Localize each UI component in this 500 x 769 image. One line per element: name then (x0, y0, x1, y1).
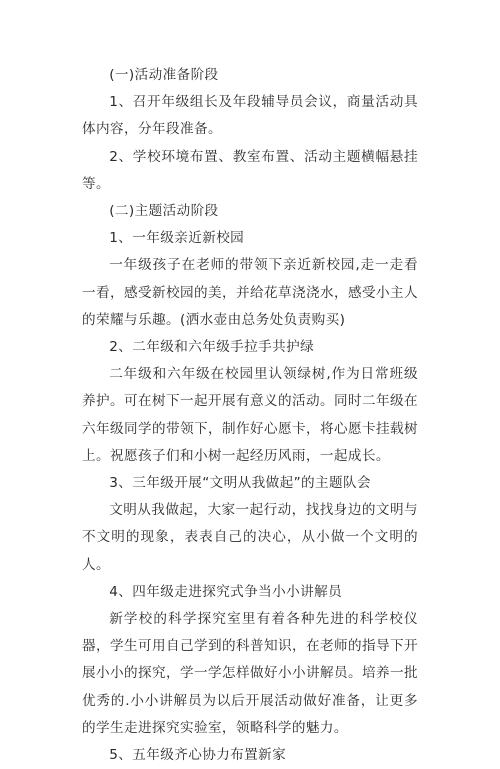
item-grade-four-heading: 4、四年级走进探究式争当小小讲解员 (109, 583, 343, 600)
item-meeting: 1、召开年级组长及年段辅导员会议，商量活动具体内容，分年段准备。 (82, 94, 418, 138)
item-grade-two-six-heading: 2、二年级和六年级手拉手共护绿 (109, 339, 315, 356)
item-grade-four-body: 新学校的科学探究室里有着各种先进的科学校仪器，学生可用自己学到的科普知识，在老师的指导下开展小小的探究，学一学怎样做好小小讲解员。培养一批优秀的.小小讲解员为以后开展活动做好准备，让更多的学生走进探究实验室，领略科学的魅力。 (82, 611, 418, 736)
item-grade-five-heading: 5、五年级齐心协力布置新家 (109, 747, 287, 764)
section-heading-activity: (二)主题活动阶段 (109, 203, 219, 220)
item-grade-one-heading: 1、一年级亲近新校园 (109, 230, 245, 247)
item-grade-one-body: 一年级孩子在老师的带领下亲近新校园,走一走看一看，感受新校园的美，并给花草浇浇水，感受小主人的荣耀与乐趣。(洒水壶由总务处负责购买) (82, 257, 418, 328)
section-heading-preparation: (一)活动准备阶段 (109, 67, 219, 83)
item-grade-three-heading: 3、三年级开展“文明从我做起”的主题队会 (109, 475, 372, 492)
item-grade-three-body: 文明从我做起，大家一起行动，找找身边的文明与不文明的现象，表表自己的决心，从小做一个文明的人。 (82, 502, 418, 573)
item-grade-two-six-body: 二年级和六年级在校园里认领绿树,作为日常班级养护。可在树下一起开展有意义的活动。同时二年级在六年级同学的带领下，制作好心愿卡，将心愿卡挂载树上。祝愿孩子们和小树一起经历风雨，一起成长。 (82, 366, 418, 464)
item-decoration: 2、学校环境布置、教室布置、活动主题横幅悬挂等。 (82, 148, 418, 192)
